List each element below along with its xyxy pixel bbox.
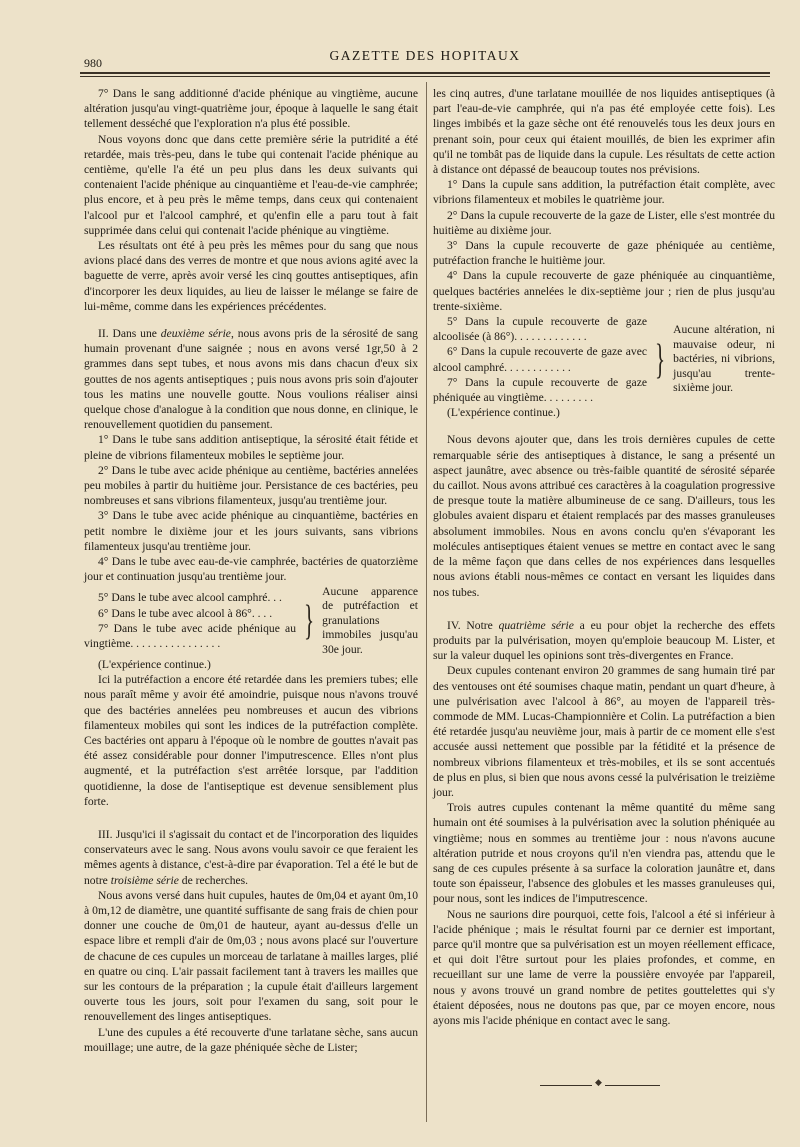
- section-four-intro: IV. Notre quatrième série a eu pour objet la recherche des effets produits par la pulvérisation, moyen qu'emploie beaucoup M. Lister, et sur la valeur duquel les opinions sont très-divergentes en France.: [433, 618, 775, 663]
- paragraph: Nous voyons donc que dans cette première série la putridité a été retardée, mais très-peu, dans le tube qui contenait l'acide phénique au centième, qu'elle l'a été un peu plus dans les deux suivants qui contenaient l'acide phénique au cinquantième et l'eau-de-vie camphrée; plus encore, et à peu près le même temps, dans ceux qui contenaient l'alcool pur et l'alcool camphré, et qu'enfin elle a paru tout à fait supprimée dans celui qui contenait l'acide phénique au vingtième.: [84, 132, 418, 237]
- header-rule-thin: [80, 76, 770, 77]
- paragraph: Deux cupules contenant environ 20 grammes de sang humain tiré par des ventouses ont été soumises chaque matin, pendant un quart d'heure, à une pulvérisation avec l'alcool à 86°, au moyen de l'appareil très-commode de MM. Lucas-Championnière et Colin. La putréfaction a bien été retardée jusqu'au neuvième jour, mais à partir de ce moment elle s'est accusée aussi nettement que possible par la fétidité et la présence de nombreux vibrions filamenteux et très-mobiles, et ils se sont accentués de plus en plus, si bien que nous avons cessé la pulvérisation le treizième jour.: [433, 664, 775, 799]
- list-item: 6° Dans le tube avec alcool à 86°. . . .: [98, 606, 273, 620]
- list-item: 1° Dans le tube sans addition antiseptique, la sérosité était fétide et pleine de vibrions filamenteux mobiles le septième jour.: [84, 433, 418, 462]
- paragraph: Ici la putréfaction a encore été retardée dans les premiers tubes; elle nous paraît même y avoir été amoindrie, puisque nous n'avons trouvé que des bactéries annelées peu nombreuses et aucun des vibrions filamenteux mobiles qui sont les indices de la putréfaction complète. Ces bactéries ont apparu à l'époque où le nombre de gouttes n'avait pas été assez considérable pour donner l'imputrescence. Elles n'ont plus augmenté, et la putréfaction s'est arrêtée lorsque, par l'addition quotidienne, la dose de l'antiseptique est devenue sensiblement plus forte.: [84, 673, 418, 808]
- brace-icon: }: [655, 336, 666, 383]
- list-item: 5° Dans le tube avec alcool camphré. . .: [98, 591, 282, 605]
- list-item: 1° Dans la cupule sans addition, la putréfaction était complète, avec vibrions filamenteux et mobiles le quatrième jour.: [433, 178, 775, 207]
- paragraph: 7° Dans le sang additionné d'acide phénique au vingtième, aucune altération jusqu'au vingt-quatrième jour, époque à laquelle le sang était tellement desséché que l'exploration n'a plus été possible.: [84, 87, 418, 131]
- right-column: [433, 86, 775, 1028]
- list-item: 2° Dans le tube avec acide phénique au centième, bactéries annelées peu mobiles à partir du huitième jour. Persistance de ces bactéries, peu nombreuses et sans vibrions filamenteux, jusqu'au trentième jour.: [84, 463, 418, 508]
- list-item: 7° Dans le tube avec acide phénique au vingtième. . . . . . . . . . . . . . . .: [84, 621, 296, 650]
- paragraph: les cinq autres, d'une tarlatane mouillée de nos liquides antiseptiques (à part l'eau-de-vie camphrée, qui n'a pas été employée cette fois). Les linges imbibés et la gaze sèche ont été renouvelés tous les deux jours en prenant soin, pour ceux qui étaient mouillés, de bien les exprimer afin qu'il ne tombât pas de liquide dans la cupule. Les résultats de cette action à distance ont dépassé de beaucoup toutes nos prévisions.: [433, 87, 775, 177]
- brace-group: [84, 585, 418, 658]
- list-item: 3° Dans le tube avec acide phénique au cinquantième, bactéries en petit nombre le dixième jour et les jours suivants, sans vibrions filamenteux jusqu'au trentième jour.: [84, 509, 418, 553]
- brace-note: Aucune altération, ni mauvaise odeur, ni bactéries, ni vibrions, jusqu'au trente-sixième jour.: [673, 323, 775, 395]
- list-item: 2° Dans la cupule recouverte de la gaze de Lister, elle s'est montrée du huitième au dixième jour.: [433, 208, 775, 237]
- end-ornament-divider: [540, 1085, 660, 1086]
- brace-group: [433, 314, 775, 405]
- paragraph: Trois autres cupules contenant la même quantité du même sang humain ont été soumises à la pulvérisation avec la solution phéniquée au vingtième; nous en sommes au trentième jour : nous n'avons aucune altération putride et nous croyons qu'il n'en viendra pas, attendu que le sang de ces cupules présente à sa surface la coloration jaunâtre et, dans toute son épaisseur, l'absence des globules et les masses granuleuses qui, pour nous, sont les indices de l'imputrescence.: [433, 801, 775, 906]
- page-header: [80, 46, 770, 68]
- header-rule: [80, 72, 770, 74]
- list-item: 4° Dans la cupule recouverte de gaze phéniquée au cinquantième, quelques bactéries annelées le dix-septième jour ; rien de plus jusqu'au trente-sixième.: [433, 269, 775, 313]
- page-number: 980: [84, 56, 102, 70]
- paragraph: Nous avons versé dans huit cupules, hautes de 0m,04 et ayant 0m,10 à 0m,12 de diamètre, une quantité suffisante de sang frais de chien pour donner une couche de 0m,01 de hauteur, ayant au-dessus d'elle un espace libre et rempli d'air de 0m,03 ; nous avons placé sur l'ouverture de chacune de ces cupules un morceau de tarlatane à mailles larges, plié en quatre ou cinq. L'air passait facilement tant à travers les mailles que sur les contours de la préparation ; la cupule était d'ailleurs largement ouverte tous les jours, soit pour l'examen du sang, soit pour le renouvellement des linges antiseptiques.: [84, 888, 418, 1024]
- section-two-intro: II. Dans une deuxième série, nous avons pris de la sérosité de sang humain provenant d'une saignée ; nous en avons versé 1gr,50 à 2 grammes dans sept tubes, et nous avons mis dans chacun d'eux six gouttes de nos agents antiseptiques ; puis nous avons pris soin d'ajouter tous les matins une nouvelle goutte. Nous voulions réaliser ainsi quelque chose d'analogue à la condition que nous donne, en clinique, le renouvellement quotidien du pansement.: [84, 327, 418, 432]
- paragraph: L'une des cupules a été recouverte d'une tarlatane sèche, sans aucun mouillage; une autre, de la gaze phéniquée sèche de Lister;: [84, 1025, 418, 1054]
- paragraph: Les résultats ont été à peu près les mêmes pour du sang que nous avions placé dans des verres de montre et que nous avions agité avec la baguette de verre, après avoir versé les cinq gouttes antiseptiques, afin d'incorporer les deux liquides, au lieu de laisser le mélange se faire de lui-même, comme dans les expériences précédentes.: [84, 239, 418, 313]
- list-item: 7° Dans la cupule recouverte de gaze phéniquée au vingtième. . . . . . . . .: [433, 375, 647, 405]
- paragraph: Nous devons ajouter que, dans les trois dernières cupules de cette remarquable série des antiseptiques à distance, le sang a présenté un aspect jaunâtre, avec absence ou très-faible quantité de sérosité séparée du caillot. Nous avons attribué ces caractères à la coagulation progressive de presque toute la matière albumineuse de ce sang. D'ailleurs, tous les globules avaient disparu et étaient remplacés par des masses granuleuses absolument immobiles. Nous en avons conclu qu'en s'évaporant les molécules antiseptiques étaient venues se mettre en contact avec le sang de la même façon que dans celles de nos expériences dans lesquelles nous avions établi nous-mêmes ce contact en versant les liquides dans nos tubes.: [433, 433, 775, 599]
- list-item: 6° Dans la cupule recouverte de gaze avec alcool camphré. . . . . . . . . . . .: [433, 345, 647, 374]
- list-item: 4° Dans le tube avec eau-de-vie camphrée, bactéries de quatorzième jour et continuation jusqu'au trentième jour.: [84, 555, 418, 584]
- left-column: [84, 86, 418, 1055]
- brace-note: Aucune apparence de putréfaction et granulations immobiles jusqu'au 30e jour.: [322, 584, 418, 656]
- list-item: 5° Dans la cupule recouverte de gaze alcoolisée (à 86°). . . . . . . . . . . . .: [433, 315, 647, 344]
- running-title: GAZETTE DES HOPITAUX: [329, 48, 521, 63]
- column-separator: [426, 82, 427, 1122]
- continued-note: (L'expérience continue.): [447, 406, 560, 420]
- section-three-intro: III. Jusqu'ici il s'agissait du contact et de l'incorporation des liquides conservateurs avec le sang. Nous avons voulu savoir ce que feraient les mêmes agents à distance, c'est-à-dire par évaporation. Tel a été le but de notre troisième série de recherches.: [84, 828, 418, 887]
- brace-icon: }: [304, 597, 315, 644]
- paragraph: Nous ne saurions dire pourquoi, cette fois, l'alcool a été si inférieur à l'acide phénique ; mais le résultat fourni par ce dernier est important, parce qu'il montre que sa pulvérisation est un moyen réellement efficace, et qui doit l'être surtout pour les plaies profondes, et comme, en recueillant sur une lame de verre la poussière envoyée par l'appareil, nous y avons trouvé un grand nombre de petites gouttelettes qui s'y étaient déposées, nous ne doutons pas que, par ce moyen encore, nous ayons mis l'acide phénique en contact avec le sang.: [433, 907, 775, 1027]
- continued-note: (L'expérience continue.): [98, 658, 211, 671]
- list-item: 3° Dans la cupule recouverte de gaze phéniquée au centième, putréfaction franche le huitième jour.: [433, 239, 775, 268]
